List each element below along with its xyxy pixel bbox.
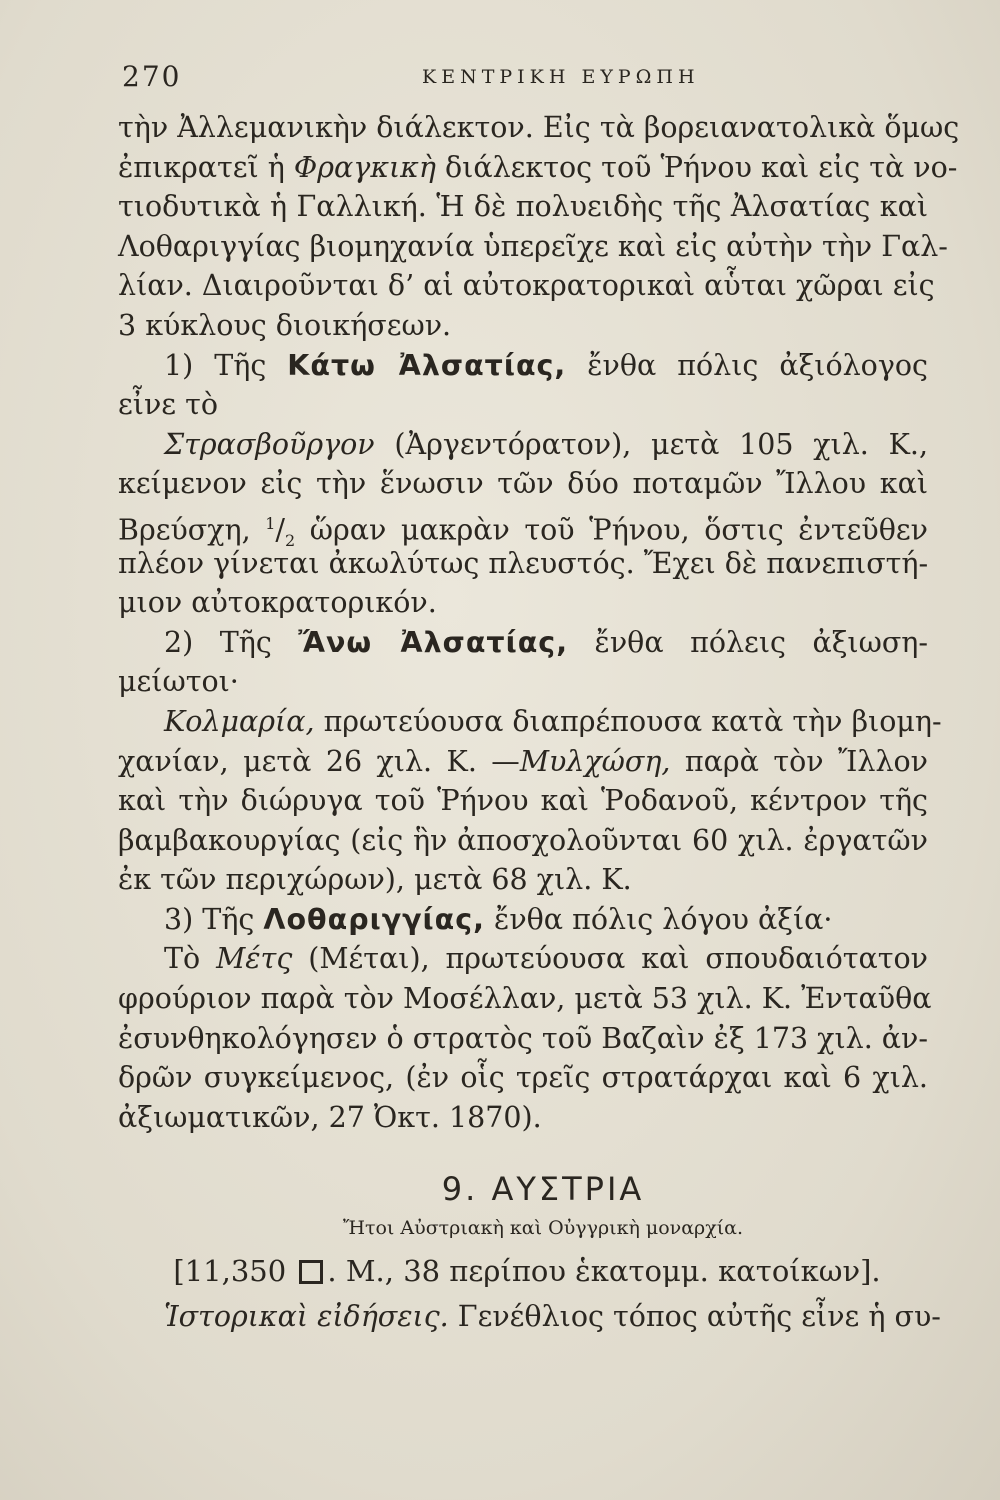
text-line: Τὸ Μέτς (Μέται), πρωτεύουσα καὶ σπουδαιότατον [164, 942, 928, 976]
text-line: εἶνε τὸ [118, 388, 219, 422]
text-line: Στρασβοῦργον (Ἀργεντόρατον), μετὰ 105 χιλ. Κ., [164, 427, 928, 461]
text-line: Κολμαρία, πρωτεύουσα διαπρέπουσα κατὰ τὴν βιομη- [164, 704, 942, 738]
text-line: δρῶν συγκείμενος, (ἐν οἷς τρεῖς στρατάρχαι καὶ 6 χιλ. [118, 1061, 928, 1095]
text-line: τιοδυτικὰ ἡ Γαλλική. Ἡ δὲ πολυειδὴς τῆς Ἀλσατίας καὶ [118, 190, 928, 224]
text-line: μιον αὐτοκρατορικόν. [118, 586, 437, 620]
item-heading-lower-alsace: 1) Τῆς Κάτω Ἀλσατίας, ἔνθα πόλις ἀξιόλογος [164, 348, 928, 382]
section-title: 9. ΑΥΣΤΡΙΑ [441, 1170, 645, 1209]
section-subtitle: Ἤτοι Αὐστριακὴ καὶ Οὐγγρικὴ μοναρχία. [342, 1217, 744, 1240]
text-line: λίαν. Διαιροῦνται δ’ αἱ αὐτοκρατορικαὶ αὗται χῶραι εἰς [118, 269, 935, 303]
text-line: ἀξιωματικῶν, 27 Ὀκτ. 1870). [118, 1100, 542, 1134]
text-line: 3 κύκλους διοικήσεων. [118, 308, 452, 342]
text-line: καὶ τὴν διώρυγα τοῦ Ῥήνου καὶ Ῥοδανοῦ, κέντρον τῆς [118, 784, 928, 818]
population-line: [11,350 . Μ., 38 περίπου ἑκατομμ. κατοίκων]. [173, 1254, 881, 1289]
text-line: ἐκ τῶν περιχώρων), μετὰ 68 χιλ. Κ. [118, 863, 632, 897]
text-line: ἐσυνθηκολόγησεν ὁ στρατὸς τοῦ Βαζαὶν ἐξ 173 χιλ. ἀν- [118, 1021, 929, 1055]
text-line: Βρεύσχη, $^1/_2$ ὥραν μακρὰν τοῦ Ῥήνου, ὅστις ἐντεῦθεν [118, 513, 928, 551]
text-line: χανίαν, μετὰ 26 χιλ. Κ. —Μυλχώση, παρὰ τὸν Ἴλλον [118, 744, 928, 778]
body-text [118, 108, 960, 1337]
text-line: κείμενον εἰς τὴν ἕνωσιν τῶν δύο ποταμῶν Ἴλλου καὶ [118, 467, 928, 501]
running-head: ΚΕΝΤΡΙΚΗ ΕΥΡΩΠΗ [422, 66, 700, 88]
text-line: τὴν Ἀλλεμανικὴν διάλεκτον. Εἰς τὰ βορειανατολικὰ ὅμως [118, 111, 960, 144]
text-line: μείωτοι· [118, 665, 239, 699]
text-line: ἐπικρατεῖ ἡ Φραγκικὴ διάλεκτος τοῦ Ῥήνου καὶ εἰς τὰ νο- [118, 150, 958, 184]
text-line: Λοθαριγγίας βιομηχανία ὑπερεῖχε καὶ εἰς αὐτὴν τὴν Γαλ- [118, 229, 948, 263]
page-header [122, 60, 922, 100]
text-line: φρούριον παρὰ τὸν Μοσέλλαν, μετὰ 53 χιλ. Κ. Ἐνταῦθα [118, 982, 932, 1016]
section-gap [118, 1137, 928, 1155]
square-symbol-icon [299, 1260, 323, 1284]
item-heading-lorraine: 3) Τῆς Λοθαριγγίας, ἔνθα πόλις λόγου ἀξία· [164, 902, 833, 936]
item-heading-upper-alsace: 2) Τῆς Ἄνω Ἀλσατίας, ἔνθα πόλεις ἀξιωση- [164, 625, 928, 659]
text-line: Ἱστορικαὶ εἰδήσεις. Γενέθλιος τόπος αὐτῆς εἶνε ἡ συ- [164, 1300, 941, 1334]
text-line: πλέον γίνεται ἀκωλύτως πλευστός. Ἔχει δὲ πανεπιστή- [118, 546, 929, 580]
text-line: βαμβακουργίας (εἰς ἣν ἀποσχολοῦνται 60 χιλ. ἐργατῶν [118, 823, 928, 857]
page-number: 270 [122, 60, 182, 93]
